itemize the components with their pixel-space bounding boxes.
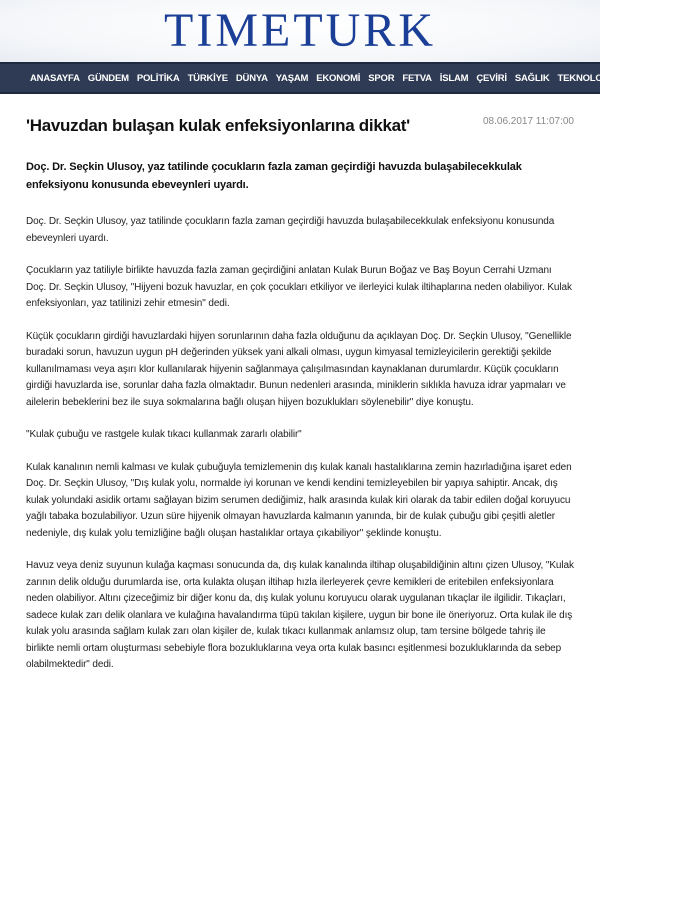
- publish-date: 08.06.2017 11:07:00: [482, 116, 574, 127]
- spacer: [26, 444, 574, 460]
- nav-item-anasayfa[interactable]: ANASAYFA: [30, 72, 80, 84]
- article-paragraph: Çocukların yaz tatiliyle birlikte havuzda fazla zaman geçirdiğini anlatan Kulak Burun Boğaz ve Baş Boyun Cerrahi Uzmanı Doç. Dr. Seçkin Ulusoy, "Hijyeni bozuk havuzlar, en çok çocukları etkiliyor ve ilerleyici kulak iltihaplarına neden olabiliyor. Kulak enfeksiyonları, yaz tatilinizi zehir etmesin" dedi.: [26, 265, 572, 309]
- nav-item-ceviri[interactable]: ÇEVİRİ: [476, 72, 507, 84]
- nav-item-politika[interactable]: POLİTİKA: [136, 72, 180, 84]
- article: [0, 94, 600, 674]
- article-paragraph: Küçük çocukların girdiği havuzlardaki hijyen sorunlarının daha fazla olduğunu da açıklayan Doç. Dr. Seçkin Ulusoy, "Genellikle buradaki sorun, havuzun uygun pH değerinden yüksek yani alkali olması, uygun kimyasal temizleyicilerin gerektiği şekilde kullanılmaması veya aşırı klor kullanılarak hijyenin sağlanmaya çalışılmasından kaynaklanan durumlardır. Küçük çocukların girdiği havuzlarda ise, sorunlar daha fazla olmaktadır. Bunun nedenleri arasında, miniklerin sıklıkla havuza idrar yapmaları ve ailelerin bebeklerini bez ile suya sokmalarına bağlı oluşan hijyen bozuklukları söylenebilir" diye konuştu.: [26, 330, 572, 408]
- spacer: [26, 247, 574, 263]
- nav-item-saglik[interactable]: SAĞLIK: [514, 72, 550, 84]
- article-paragraph: Kulak kanalının nemli kalması ve kulak çubuğuyla temizlemenin dış kulak kanalı hastalıklarına zemin hazırladığına işaret eden Doç. Dr. Seçkin Ulusoy, "Dış kulak yolu, normalde iyi korunan ve kendi kendini temizleyebilen bir yapıya sahiptir. Ancak, dış kulak yolundaki asidik ortamı sağlayan bizim serumen dediğimiz, halk arasında kulak kiri olarak da tabir edilen doğal koruyucu yağlı tabaka bozulabiliyor. Uzun süre hijyenik olmayan havuzlarda kalmanın yanında, bir de kulak çubuğu gibi çeşitli aletler nedeniyle, dış kulak yolu temizliğine bağlı oluşan hastalıklar ortaya çıkabiliyor" şeklinde konuştu.: [26, 461, 572, 539]
- nav-item-video[interactable]: VİDEO: [651, 72, 680, 84]
- site-logo[interactable]: TIMETURK: [164, 4, 436, 57]
- nav-item-teknoloji[interactable]: TEKNOLOJİ: [557, 72, 611, 84]
- spacer: [26, 542, 574, 558]
- nav-item-islam[interactable]: İSLAM: [439, 72, 469, 84]
- article-subheading: "Kulak çubuğu ve rastgele kulak tıkacı kullanmak zararlı olabilir": [26, 429, 302, 440]
- spacer: [26, 411, 574, 427]
- spacer: [26, 313, 574, 329]
- masthead: [0, 0, 600, 62]
- spacer: [26, 194, 574, 214]
- nav-item-yasam[interactable]: YAŞAM: [275, 72, 309, 84]
- article-header: [26, 94, 574, 146]
- nav-item-gundem[interactable]: GÜNDEM: [87, 72, 129, 84]
- nav-item-ekonomi[interactable]: EKONOMİ: [316, 72, 361, 84]
- article-paragraph: Doç. Dr. Seçkin Ulusoy, yaz tatilinde çocukların fazla zaman geçirdiği havuzda bulaşabilecekkulak enfeksiyonu konusunda ebeveynleri uyardı.: [26, 216, 555, 244]
- nav-item-spor[interactable]: SPOR: [368, 72, 395, 84]
- article-paragraph: Havuz veya deniz suyunun kulağa kaçması sonucunda da, dış kulak kanalında iltihap oluşabildiğinin altını çizen Ulusoy, "Kulak zarının delik olduğu durumlarda ise, orta kulakta oluşan iltihap hızla ilerleyerek çevre kemikleri de eritebilen enfeksiyonlara neden olabiliyor. Altını çizeceğimiz bir diğer konu da, dış kulak yolunu koruyucu olarak uygulanan tıkaçlar ile ilgilidir. Tıkaçları, sadece kulak zarı delik olanlara ve kulağına havalandırma tüpü takılan kişilere, uygun bir bone ile öneriyoruz. Orta kulak ile dış kulak yolu arasında sağlam kulak zarı olan kişiler de, kulak tıkacı kullanmak anlamsız olup, tam tersine bölgede tahriş ile birlikte nemli ortam oluşturması sebebiyle flora bozukluklarına veya orta kulak basıncı eşitlenmesi bozukluklarında da sebep olabilmektedir" dedi.: [26, 560, 574, 670]
- article-lead: Doç. Dr. Seçkin Ulusoy, yaz tatilinde çocukların fazla zaman geçirdiği havuzda bulaşabilecekkulak enfeksiyonu konusunda ebeveynleri uyardı.: [26, 161, 522, 191]
- nav-item-foto[interactable]: FOTO: [618, 72, 644, 84]
- main-nav: [0, 62, 680, 94]
- nav-item-dunya[interactable]: DÜNYA: [235, 72, 268, 84]
- nav-item-turkiye[interactable]: TÜRKİYE: [187, 72, 228, 84]
- article-headline: 'Havuzdan bulaşan kulak enfeksiyonlarına dikkat': [26, 116, 410, 135]
- nav-item-fetva[interactable]: FETVA: [402, 72, 432, 84]
